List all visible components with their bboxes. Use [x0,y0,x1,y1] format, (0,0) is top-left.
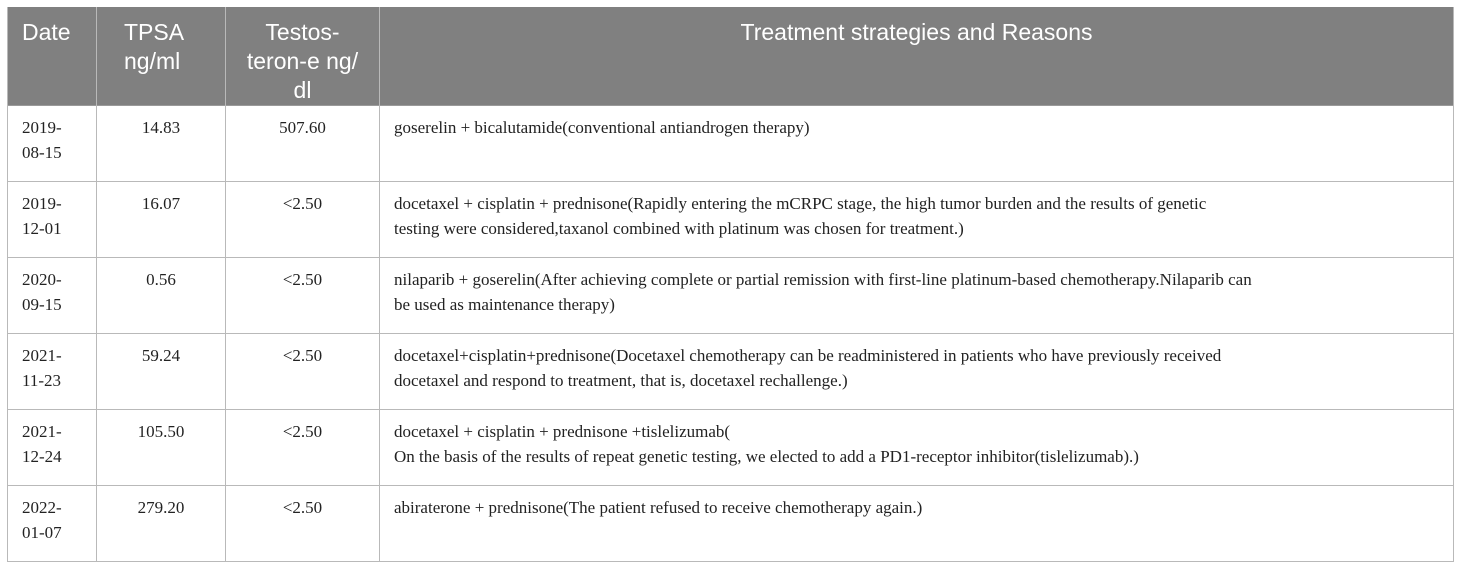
tpsa-cell: 59.24 [97,334,226,410]
table-row [8,486,1454,562]
table-row [8,258,1454,334]
testosterone-cell: <2.50 [226,334,380,410]
treatment-cell: docetaxel+cisplatin+prednisone(Docetaxel chemotherapy can be readministered in patients who have previously received docetaxel and respond to treatment, that is, docetaxel rechallenge.) [380,334,1454,410]
date-cell: 2021- 11-23 [8,334,97,410]
tpsa-cell: 16.07 [97,182,226,258]
tpsa-cell: 105.50 [97,410,226,486]
table-row [8,106,1454,182]
date-cell: 2019- 08-15 [8,106,97,182]
table-row [8,410,1454,486]
treatment-table [7,7,1454,562]
treatment-cell: goserelin + bicalutamide(conventional antiandrogen therapy) [380,106,1454,182]
testosterone-cell: 507.60 [226,106,380,182]
header-row [8,7,1454,106]
header-testosterone: Testos- teron-e ng/ dl [226,7,380,106]
table-row [8,334,1454,410]
tpsa-cell: 0.56 [97,258,226,334]
testosterone-cell: <2.50 [226,410,380,486]
date-cell: 2021- 12-24 [8,410,97,486]
date-cell: 2022- 01-07 [8,486,97,562]
treatment-cell: docetaxel + cisplatin + prednisone +tislelizumab( On the basis of the results of repeat genetic testing, we elected to add a PD1-receptor inhibitor(tislelizumab).) [380,410,1454,486]
testosterone-cell: <2.50 [226,182,380,258]
testosterone-cell: <2.50 [226,486,380,562]
header-tpsa: TPSA ng/ml [97,7,226,106]
treatment-cell: nilaparib + goserelin(After achieving complete or partial remission with first-line platinum-based chemotherapy.Nilaparib can be used as maintenance therapy) [380,258,1454,334]
header-date: Date [8,7,97,106]
date-cell: 2019- 12-01 [8,182,97,258]
date-cell: 2020- 09-15 [8,258,97,334]
tpsa-cell: 14.83 [97,106,226,182]
treatment-cell: abiraterone + prednisone(The patient refused to receive chemotherapy again.) [380,486,1454,562]
table-row [8,182,1454,258]
tpsa-cell: 279.20 [97,486,226,562]
testosterone-cell: <2.50 [226,258,380,334]
treatment-cell: docetaxel + cisplatin + prednisone(Rapidly entering the mCRPC stage, the high tumor burden and the results of genetic testing were considered,taxanol combined with platinum was chosen for treatment.) [380,182,1454,258]
header-treatment: Treatment strategies and Reasons [380,7,1454,106]
